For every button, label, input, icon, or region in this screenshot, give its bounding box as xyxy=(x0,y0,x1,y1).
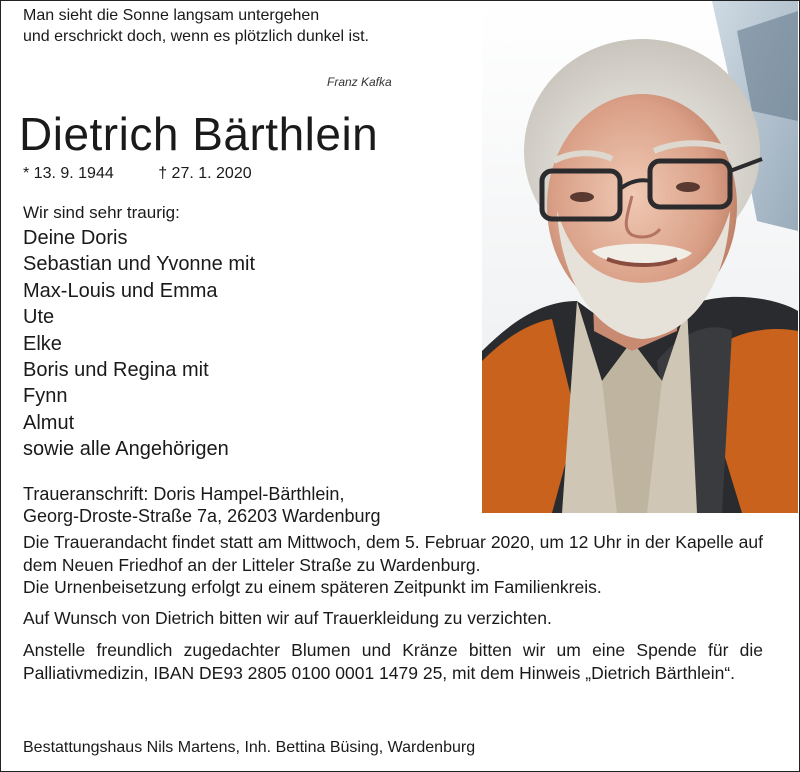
service-paragraph: Die Trauerandacht findet statt am Mittwoch, dem 5. Februar 2020, um 12 Uhr in der Kapelle auf dem Neuen Friedhof an der Litteler Straße zu Wardenburg. xyxy=(23,532,763,575)
notice-body xyxy=(23,531,763,684)
mourner-name: Sebastian und Yvonne mit xyxy=(23,253,256,276)
deceased-name: Dietrich Bärthlein xyxy=(19,108,379,160)
funeral-home: Bestattungshaus Nils Martens, Inh. Bettina Büsing, Wardenburg xyxy=(23,739,476,756)
dress-paragraph: Auf Wunsch von Dietrich bitten wir auf Trauerkleidung zu verzichten. xyxy=(23,607,552,628)
address-line-2: Georg-Droste-Straße 7a, 26203 Wardenburg xyxy=(23,506,381,526)
mourner-name: Elke xyxy=(23,332,62,355)
mourner-name: Fynn xyxy=(23,385,68,408)
quote-line-2: und erschrickt doch, wenn es plötzlich dunkel ist. xyxy=(23,28,369,45)
address-line-1: Traueranschrift: Doris Hampel-Bärthlein, xyxy=(23,484,345,504)
mourning-address xyxy=(23,483,381,527)
mourner-name: Ute xyxy=(23,306,55,329)
mourners-intro: Wir sind sehr traurig: xyxy=(23,203,180,222)
mourner-name: sowie alle Angehörigen xyxy=(23,438,229,461)
quote-line-1: Man sieht die Sonne langsam untergehen xyxy=(23,7,320,24)
quote-author: Franz Kafka xyxy=(327,75,392,89)
portrait-photo xyxy=(482,1,798,513)
mourner-name: Almut xyxy=(23,411,75,434)
mourner-name: Max-Louis und Emma xyxy=(23,279,218,302)
mourners-list xyxy=(23,201,255,463)
mourner-name: Boris und Regina mit xyxy=(23,359,209,382)
birth-date: * 13. 9. 1944 xyxy=(23,165,114,182)
mourner-name: Deine Doris xyxy=(23,227,128,249)
burial-paragraph: Die Urnenbeisetzung erfolgt zu einem späteren Zeitpunkt im Familienkreis. xyxy=(23,577,602,597)
quote xyxy=(23,5,453,47)
death-date: † 27. 1. 2020 xyxy=(158,165,252,182)
life-dates xyxy=(23,165,292,183)
donation-paragraph: Anstelle freundlich zugedachter Blumen und Kränze bitten wir um eine Spende für die Palliativmedizin, IBAN DE93 2805 0100 0001 1479 25, mit dem Hinweis „Dietrich Bärthlein“. xyxy=(23,640,763,683)
